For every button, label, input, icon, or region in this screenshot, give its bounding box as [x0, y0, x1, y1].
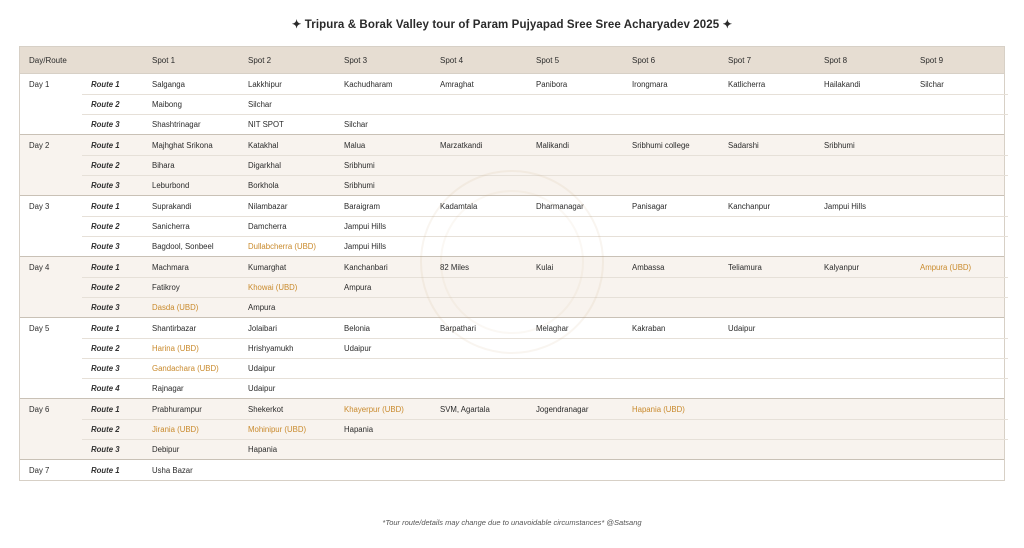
spot-cell: Sribhumi	[824, 140, 855, 150]
spot-cell: Kakraban	[632, 323, 666, 333]
spot-cell: Sribhumi	[344, 161, 375, 170]
spot-cell: Khayerpur (UBD)	[344, 404, 404, 414]
spot-cell: Hailakandi	[824, 79, 861, 89]
spot-cell: Usha Bazar	[152, 465, 193, 475]
route-label: Route 2	[91, 344, 120, 353]
spot-cell: 82 Miles	[440, 262, 470, 272]
spot-cell: Majhghat Srikona	[152, 140, 213, 150]
spot-cell: SVM, Agartala	[440, 404, 490, 414]
spot-cell: Dharmanagar	[536, 201, 584, 211]
spot-cell: Katakhal	[248, 140, 279, 150]
day-group	[20, 399, 1004, 460]
spot-cell: Maibong	[152, 100, 182, 109]
spot-cell: Gandachara (UBD)	[152, 364, 219, 373]
route-label: Route 3	[91, 303, 120, 312]
spot-cell: Mohinipur (UBD)	[248, 425, 307, 434]
table-row	[20, 236, 1004, 256]
header-spot-2: Spot 2	[248, 55, 272, 65]
day-group	[20, 318, 1004, 399]
spot-cell: Lakkhipur	[248, 79, 282, 89]
spot-cell: Shashtrinagar	[152, 120, 201, 129]
table-row	[20, 460, 1004, 480]
header-day-route: Day/Route	[29, 55, 67, 65]
route-label: Route 1	[91, 465, 120, 475]
header-spot-5: Spot 5	[536, 55, 560, 65]
spot-cell: Damcherra	[248, 222, 287, 231]
route-label: Route 3	[91, 242, 120, 251]
spot-cell: Hapania	[248, 445, 278, 454]
spot-cell: NIT SPOT	[248, 120, 284, 129]
table-row	[20, 155, 1004, 175]
spot-cell: Katlicherra	[728, 79, 766, 89]
spot-cell: Ampura	[248, 303, 276, 312]
spot-cell: Silchar	[344, 120, 368, 129]
spot-cell: Udaipur	[728, 323, 756, 333]
spot-cell: Jirania (UBD)	[152, 425, 199, 434]
spot-cell: Melaghar	[536, 323, 569, 333]
day-group	[20, 460, 1004, 480]
spot-cell: Digarkhal	[248, 161, 281, 170]
spot-cell: Sribhumi college	[632, 140, 690, 150]
table-header	[20, 47, 1004, 74]
spot-cell: Udaipur	[344, 344, 372, 353]
table-row	[20, 399, 1004, 419]
table-row	[20, 257, 1004, 277]
spot-cell: Udaipur	[248, 364, 276, 373]
spot-cell: Jampui Hills	[344, 242, 387, 251]
table-row	[20, 419, 1004, 439]
header-spot-8: Spot 8	[824, 55, 848, 65]
spot-cell: Kanchanbari	[344, 262, 388, 272]
spot-cell: Hapania (UBD)	[632, 404, 685, 414]
day-label: Day 1	[29, 79, 50, 89]
day-label: Day 3	[29, 201, 50, 211]
route-label: Route 3	[91, 445, 120, 454]
route-label: Route 2	[91, 222, 120, 231]
spot-cell: Bihara	[152, 161, 175, 170]
route-label: Route 2	[91, 161, 120, 170]
spot-cell: Ampura (UBD)	[920, 262, 972, 272]
spot-cell: Panisagar	[632, 201, 668, 211]
header-spot-6: Spot 6	[632, 55, 656, 65]
spot-cell: Debipur	[152, 445, 180, 454]
spot-cell: Jogendranagar	[536, 404, 589, 414]
spot-cell: Shekerkot	[248, 404, 284, 414]
header-spot-9: Spot 9	[920, 55, 944, 65]
spot-cell: Barpathari	[440, 323, 476, 333]
spot-cell: Kadamtala	[440, 201, 478, 211]
route-label: Route 2	[91, 425, 120, 434]
spot-cell: Suprakandi	[152, 201, 192, 211]
spot-cell: Fatikroy	[152, 283, 180, 292]
footnote: *Tour route/details may change due to unavoidable circumstances* @Satsang	[382, 518, 642, 527]
day-label: Day 5	[29, 323, 50, 333]
page-title: ✦ Tripura & Borak Valley tour of Param Pujyapad Sree Sree Acharyadev 2025 ✦	[291, 19, 733, 31]
spot-cell: Salganga	[152, 79, 185, 89]
spot-cell: Kulai	[536, 262, 554, 272]
route-label: Route 3	[91, 181, 120, 190]
spot-cell: Bagdool, Sonbeel	[152, 242, 214, 251]
header-spot-1: Spot 1	[152, 55, 176, 65]
spot-cell: Sribhumi	[344, 181, 375, 190]
spot-cell: Dasda (UBD)	[152, 303, 199, 312]
table-row	[20, 297, 1004, 317]
spot-cell: Jolaibari	[248, 323, 278, 333]
table-row	[20, 216, 1004, 236]
table-row	[20, 94, 1004, 114]
spot-cell: Silchar	[920, 79, 944, 89]
spot-cell: Ampura	[344, 283, 372, 292]
spot-cell: Kumarghat	[248, 262, 287, 272]
route-label: Route 3	[91, 364, 120, 373]
spot-cell: Malikandi	[536, 140, 569, 150]
table-row	[20, 439, 1004, 459]
spot-cell: Prabhurampur	[152, 404, 202, 414]
spot-cell: Sanicherra	[152, 222, 190, 231]
route-label: Route 1	[91, 140, 120, 150]
spot-cell: Malua	[344, 140, 366, 150]
spot-cell: Sadarshi	[728, 140, 759, 150]
spot-cell: Shantirbazar	[152, 323, 197, 333]
spot-cell: Baraigram	[344, 201, 380, 211]
spot-cell: Hrishyamukh	[248, 344, 294, 353]
header-spot-7: Spot 7	[728, 55, 752, 65]
spot-cell: Udaipur	[248, 384, 276, 393]
day-group	[20, 196, 1004, 257]
route-label: Route 2	[91, 100, 120, 109]
spot-cell: Jampui Hills	[824, 201, 867, 211]
spot-cell: Khowai (UBD)	[248, 283, 298, 292]
spot-cell: Hapania	[344, 425, 374, 434]
day-label: Day 4	[29, 262, 50, 272]
day-label: Day 2	[29, 140, 50, 150]
tour-schedule-table	[19, 46, 1005, 481]
table-row	[20, 114, 1004, 134]
spot-cell: Harina (UBD)	[152, 344, 199, 353]
spot-cell: Leburbond	[152, 181, 190, 190]
table-row	[20, 378, 1004, 398]
route-label: Route 2	[91, 283, 120, 292]
table-row	[20, 358, 1004, 378]
route-label: Route 1	[91, 201, 120, 211]
table-row	[20, 175, 1004, 195]
day-group	[20, 257, 1004, 318]
spot-cell: Nilambazar	[248, 201, 288, 211]
spot-cell: Teliamura	[728, 262, 762, 272]
spot-cell: Ambassa	[632, 262, 665, 272]
table-row	[20, 318, 1004, 338]
table-row	[20, 277, 1004, 297]
table-body	[20, 74, 1004, 480]
table-row	[20, 196, 1004, 216]
day-group	[20, 135, 1004, 196]
spot-cell: Jampui Hills	[344, 222, 387, 231]
header-spot-4: Spot 4	[440, 55, 464, 65]
spot-cell: Marzatkandi	[440, 140, 483, 150]
route-label: Route 1	[91, 79, 120, 89]
spot-cell: Machmara	[152, 262, 189, 272]
table-row	[20, 338, 1004, 358]
route-label: Route 1	[91, 323, 120, 333]
day-group	[20, 74, 1004, 135]
route-label: Route 1	[91, 404, 120, 414]
table-row	[20, 135, 1004, 155]
spot-cell: Panibora	[536, 79, 568, 89]
route-label: Route 4	[91, 384, 120, 393]
spot-cell: Kachudharam	[344, 79, 393, 89]
spot-cell: Dullabcherra (UBD)	[248, 242, 317, 251]
route-label: Route 1	[91, 262, 120, 272]
day-label: Day 6	[29, 404, 50, 414]
spot-cell: Kalyanpur	[824, 262, 860, 272]
spot-cell: Rajnagar	[152, 384, 184, 393]
route-label: Route 3	[91, 120, 120, 129]
spot-cell: Belonia	[344, 323, 371, 333]
spot-cell: Borkhola	[248, 181, 279, 190]
table-row	[20, 74, 1004, 94]
day-label: Day 7	[29, 465, 50, 475]
spot-cell: Amraghat	[440, 79, 474, 89]
spot-cell: Kanchanpur	[728, 201, 771, 211]
spot-cell: Silchar	[248, 100, 272, 109]
spot-cell: Irongmara	[632, 79, 668, 89]
header-spot-3: Spot 3	[344, 55, 368, 65]
